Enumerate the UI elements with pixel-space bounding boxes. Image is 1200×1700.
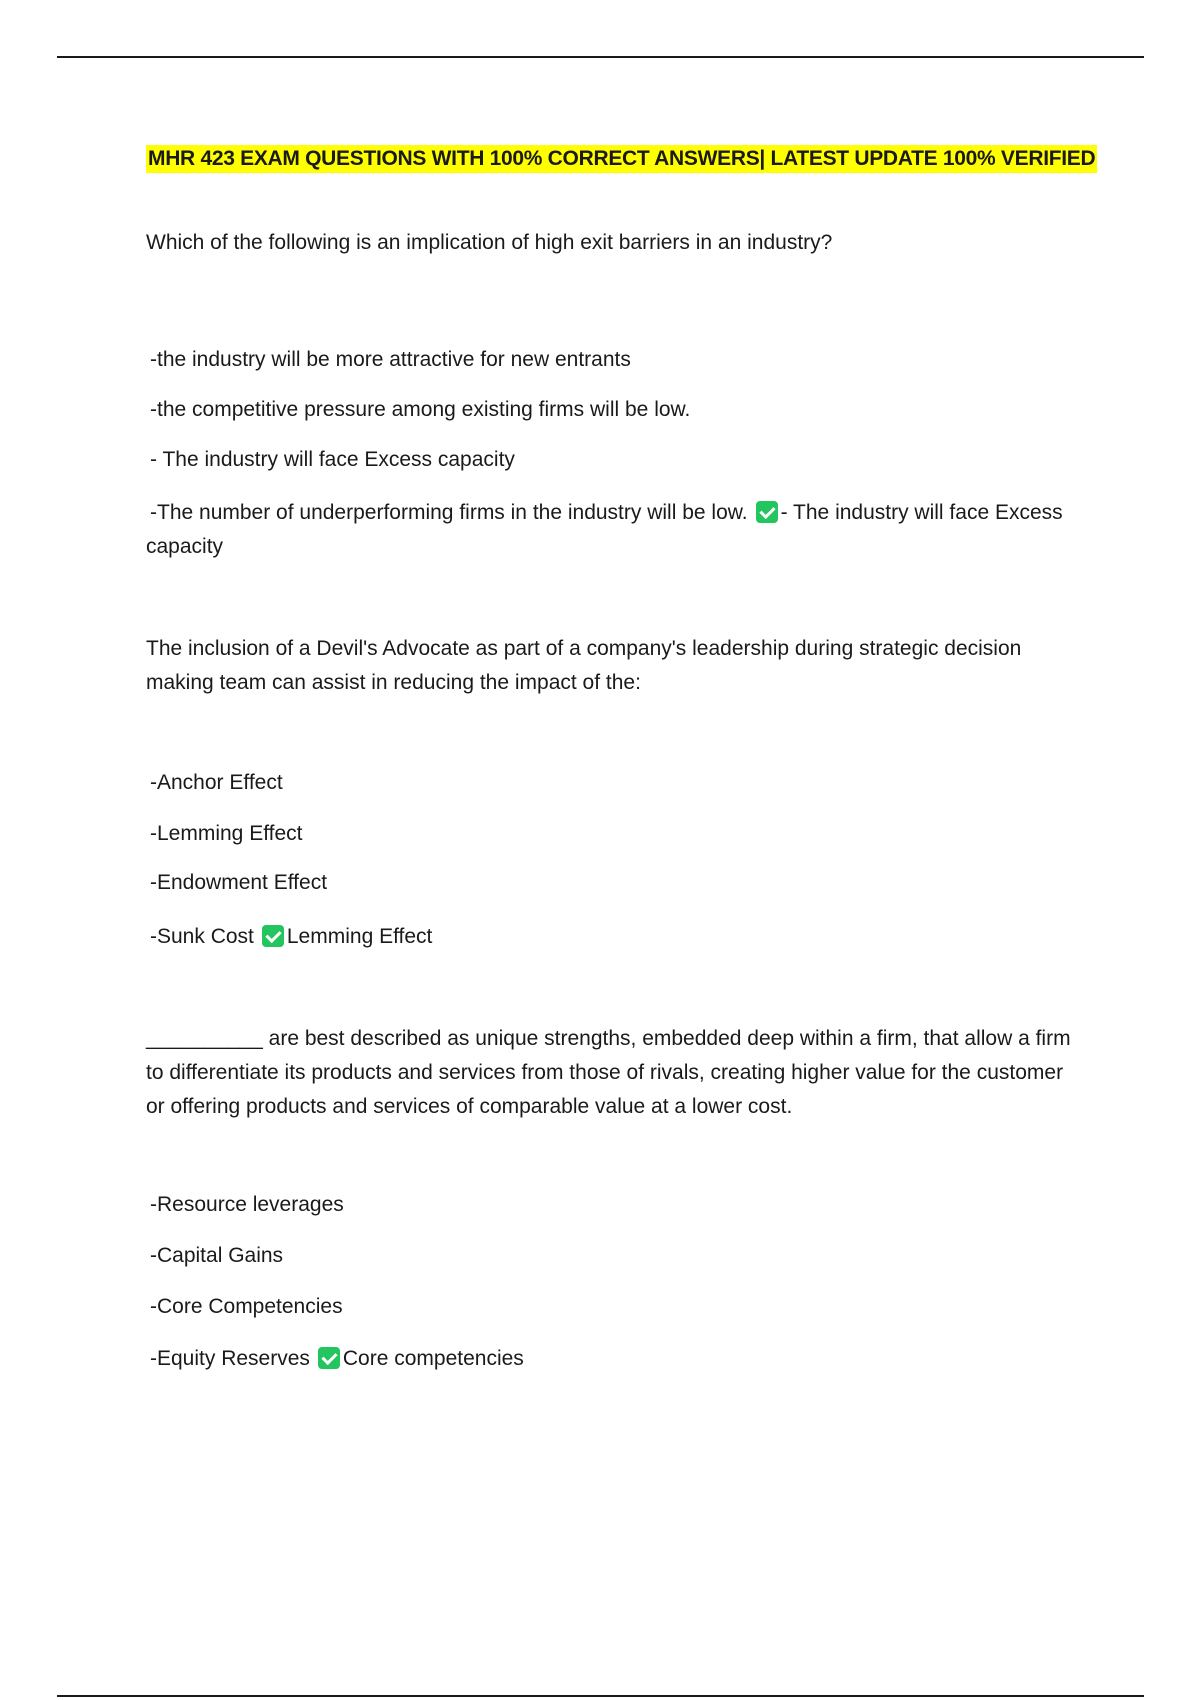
question-1-option-d: -The number of underperforming firms in the industry will be low. — [150, 501, 748, 524]
question-3-text — [146, 1022, 1086, 1124]
question-2-text: The inclusion of a Devil's Advocate as part of a company's leadership during strategic decision making team can assist in reducing the impact of the: — [146, 637, 1022, 694]
check-box-icon — [262, 925, 284, 947]
question-3-option-a: -Resource leverages — [150, 1193, 344, 1216]
question-2-option-b: -Lemming Effect — [150, 822, 303, 845]
question-2-option-a: -Anchor Effect — [150, 771, 283, 794]
question-1-option-c: - The industry will face Excess capacity — [150, 448, 515, 471]
question-2-last-line — [150, 920, 1086, 954]
question-3-option-b: -Capital Gains — [150, 1244, 284, 1267]
question-2-option-d: -Sunk Cost — [150, 925, 254, 948]
question-1-text: Which of the following is an implication of high exit barriers in an industry? — [146, 231, 833, 254]
question-1-option-a: -the industry will be more attractive for new entrants — [150, 348, 631, 371]
document-title: MHR 423 EXAM QUESTIONS WITH 100% CORRECT ANSWERS| LATEST UPDATE 100% VERIFIED — [146, 145, 1097, 173]
question-1-last-line — [146, 496, 1086, 564]
question-2-option-c: -Endowment Effect — [150, 871, 328, 894]
bottom-rule — [57, 1695, 1144, 1697]
question-3-answer: Core competencies — [342, 1347, 524, 1370]
question-3-option-d: -Equity Reserves — [150, 1347, 310, 1370]
question-2-answer: Lemming Effect — [286, 925, 433, 948]
question-3-body: are best described as unique strengths, embedded deep within a firm, that allow a firm to differentiate its products and services from those of rivals, creating higher value for the customer or offering products and services of comparable value at a lower cost. — [146, 1027, 1071, 1118]
check-box-icon — [318, 1347, 340, 1369]
question-3-last-line — [150, 1342, 1086, 1376]
check-box-icon — [756, 501, 778, 523]
question-1-option-b: -the competitive pressure among existing firms will be low. — [150, 398, 691, 421]
question-3-option-c: -Core Competencies — [150, 1295, 343, 1318]
top-rule — [57, 56, 1144, 58]
question-1-answer: - The industry will face Excess capacity — [146, 501, 1063, 558]
fill-in-blank: __________ — [146, 1027, 263, 1050]
